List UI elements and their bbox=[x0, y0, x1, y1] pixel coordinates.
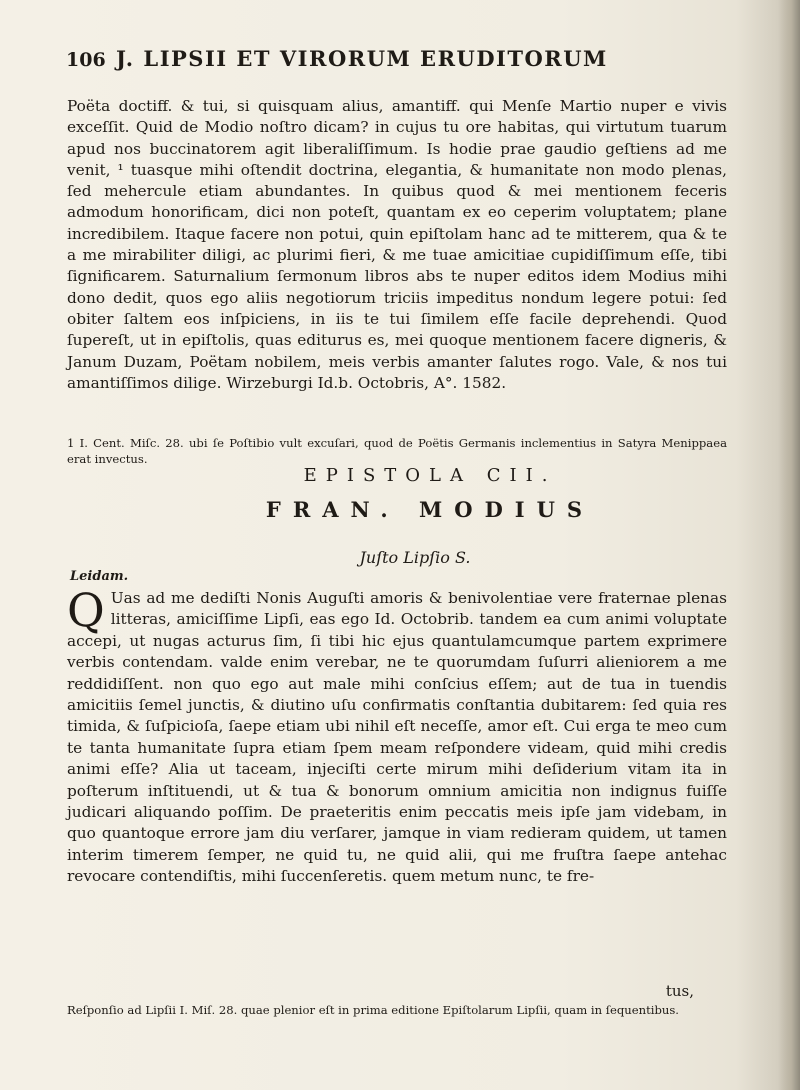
page-number: 106 bbox=[66, 49, 106, 71]
catchword: tus, bbox=[665, 982, 694, 1000]
footnote-2: Reſponſio ad Lipſii I. Miſ. 28. quae plenior eſt in prima editione Epiſtolarum Lipſii, quam in ſequentibus. bbox=[67, 1003, 679, 1017]
letter-text: Uas ad me dediſti Nonis Auguſti amoris & benivolentiae vere fraternae plenas litteras, amiciſſime Lipſi, eas ego Id. Octobrib. tandem ea cum animi voluptate accepi, ut nugas acturus ſim, ſi tibi hic ejus quantulamcumque partem exprimere verbis contendam. valde enim verebar, ne te quorumdam ſuſurri alieniorem a me reddidiſſent. non quo ego aut male mihi conſcius eſſem; aut de tua in tuendis amicitiis ſemel junctis, & diutino uſu confirmatis conſtantia dubitarem: ſed quia res timida, & ſuſpicioſa, ſaepe etiam ubi nihil eſt neceſſe, amor eſt. Cui erga te meo cum te tanta humanitate ſupra etiam ſpem meam reſpondere videam, quid mihi credis animi eſſe? Alia ut taceam, injeciſti certe mirum mihi deſiderium vitam ita in poſterum inſtituendi, ut & tua & bonorum omnium amicitia non indignus fuiſſe judicari aliquando poſſim. De praeteritis enim peccatis meis ipſe jam videbam, in quo quantoque errore jam diu verſarer, jamque in viam redieram quidem, ut tamen interim timerem ſemper, ne quid tu, ne quid alii, qui me fruſtra ſaepe antehac revocare contendiſtis, mihi ſuccenſeretis. quem metum nunc, te fre- bbox=[67, 589, 727, 886]
previous-letter-text: Poëta doctiff. & tui, si quisquam alius, amantiff. qui Menſe Martio nuper e vivis exceſſit. Quid de Modio noſtro dicam? in cujus tu ore habitas, qui virtutum tuarum apud nos buccinatorem agit liberaliſſimum. Is hodie prae gaudio geſtiens ad me venit, ¹ tuasque mihi oſtendit doctrina, elegantia, & humanitate non modo plenas, ſed mehercule etiam abundantes. In quibus quod & mei mentionem feceris admodum honorificam, dici non poteſt, quantam ex eo ceperim voluptatem; plane incredibilem. Itaque facere non potui, quin epiſtolam hanc ad te mitterem, qua & te a me mirabiliter diligi, ac plurimi fieri, & me tuae amicitiae cupidiſſimum eſſe, tibi ſignificarem. Saturnalium ſermonum libros abs te nuper editos idem Modius mihi dono dedit, quos ego aliis negotiorum triciis impeditus nondum legere potui: ſed obiter ſaltem eos inſpiciens, in iis te tui ſimilem eſſe facile deprehendi. Quod ſupereſt, ut in epiſtolis, quas editurus es, mei quoque mentionem facere digneris, & Janum Duzam, Poëtam nobilem, meis verbis amanter ſalutes rogo. Vale, & nos tui amantiſſimos dilige. Wirzeburgi Id.b. Octobris, A°. 1582. bbox=[67, 97, 727, 392]
footnote-1: 1 I. Cent. Miſc. 28. ubi ſe Poſtibio vult excuſari, quod de Poëtis Germanis inclementius in Satyra Menippaea erat invectus. bbox=[67, 436, 727, 466]
letter-paragraph bbox=[67, 583, 727, 888]
previous-letter-end bbox=[67, 96, 727, 394]
letter-salutation: Juſto Lipſio S. bbox=[359, 548, 471, 567]
letter-place: Leidam. bbox=[70, 569, 129, 584]
letter-body bbox=[67, 583, 727, 888]
running-title: J. LIPSII ET VIRORUM ERUDITORUM bbox=[116, 46, 608, 71]
letter-author: FRAN. MODIUS bbox=[265, 497, 595, 522]
running-header bbox=[66, 46, 706, 86]
letter-heading: EPISTOLA CII. bbox=[303, 465, 557, 486]
drop-cap: Q bbox=[67, 583, 105, 637]
page-edge-shadow bbox=[778, 0, 800, 1090]
